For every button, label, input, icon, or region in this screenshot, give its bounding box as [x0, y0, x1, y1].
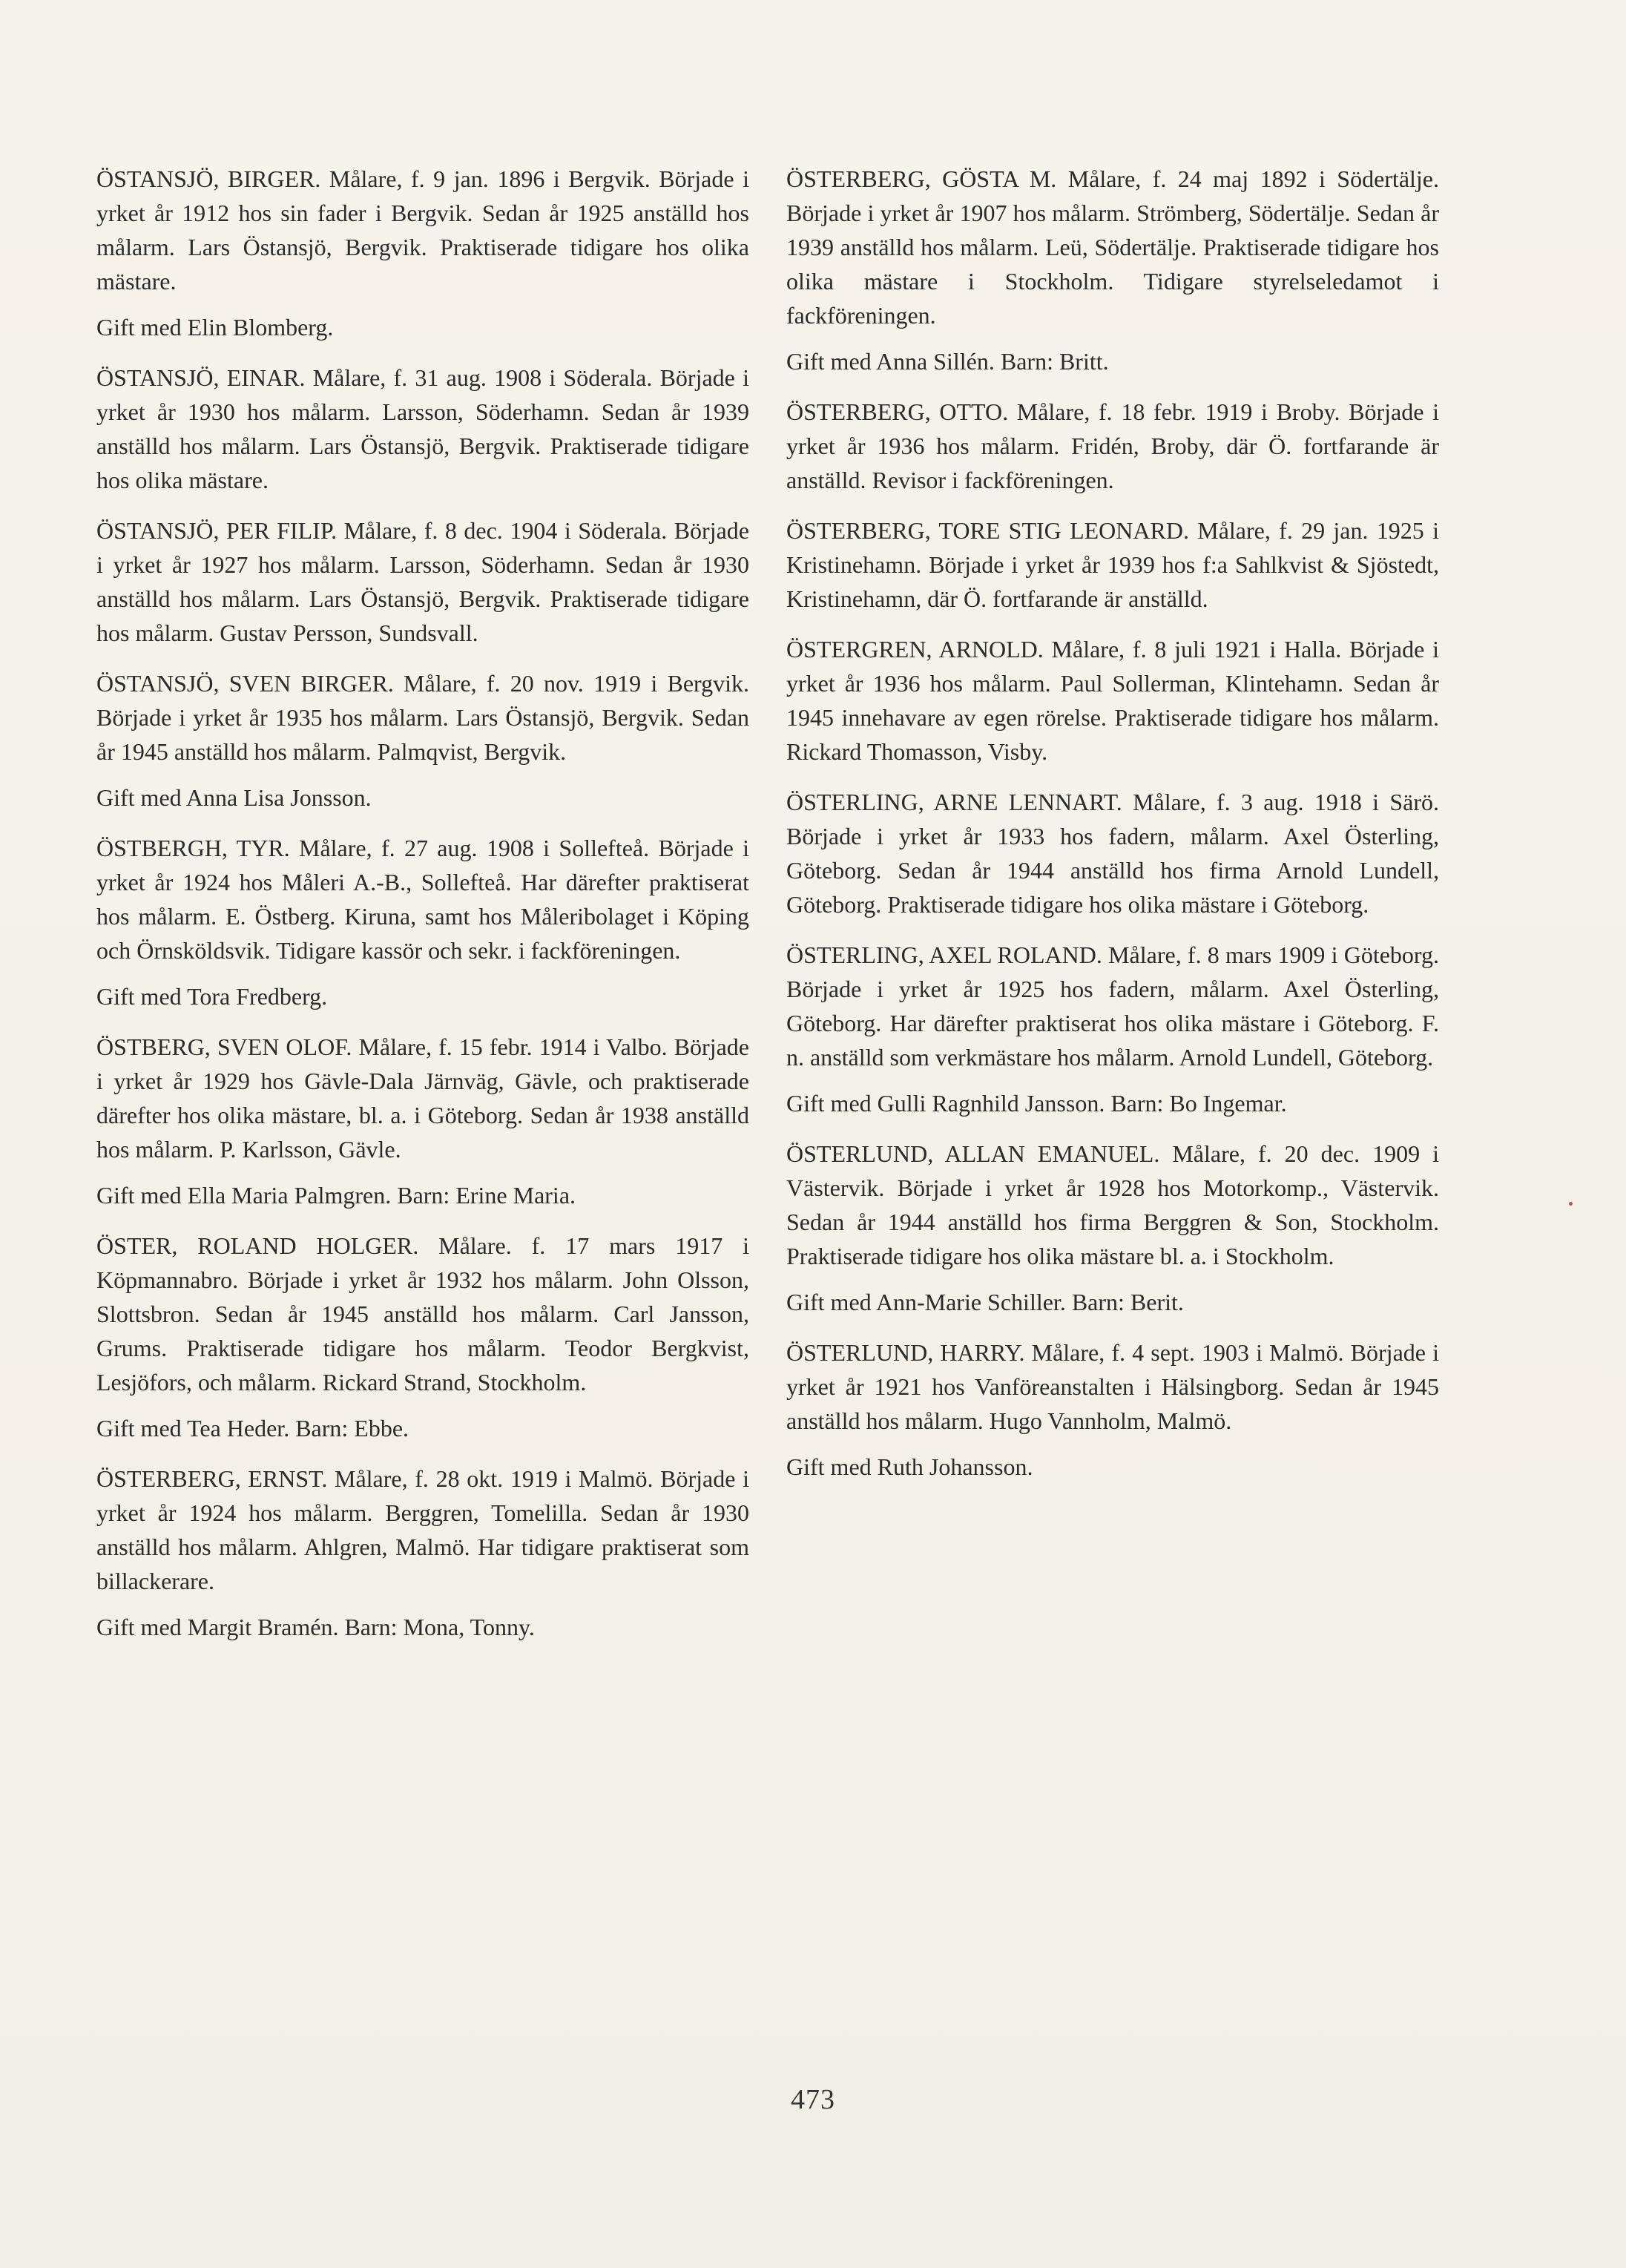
- biography-entry: [786, 938, 1439, 1120]
- entry-text: ÖSTANSJÖ, PER FILIP. Målare, f. 8 dec. 1904 i Söderala. Började i yrket år 1927 hos målarm. Larsson, Söderhamn. Sedan år 1930 anställd hos målarm. Lars Östansjö, Bergvik. Praktiserade tidigare hos målarm. Gustav Persson, Sundsvall.: [96, 517, 749, 646]
- entry-married: Gift med Margit Bramén. Barn: Mona, Tonny.: [96, 1614, 535, 1640]
- entry-text: ÖSTERBERG, ERNST. Målare, f. 28 okt. 1919 i Malmö. Började i yrket år 1924 hos målarm. Berggren, Tomelilla. Sedan år 1930 anställd hos målarm. Ahlgren, Malmö. Har tidigare praktiserat som billackerare.: [96, 1465, 749, 1594]
- entry-text: ÖSTERBERG, GÖSTA M. Målare, f. 24 maj 1892 i Södertälje. Började i yrket år 1907 hos målarm. Strömberg, Södertälje. Sedan år 1939 anställd hos målarm. Leü, Södertälje. Praktiserade tidigare hos olika mästare i Stockholm. Tidigare styrelseledamot i fackföreningen.: [786, 165, 1439, 329]
- entry-married: Gift med Ann-Marie Schiller. Barn: Berit.: [786, 1289, 1184, 1315]
- entry-text: ÖSTBERGH, TYR. Målare, f. 27 aug. 1908 i Sollefteå. Började i yrket år 1924 hos Måleri A.-B., Sollefteå. Har därefter praktiserat hos målarm. E. Östberg. Kiruna, samt hos Måleribolaget i Köping och Örnsköldsvik. Tidigare kassör och sekr. i fackföreningen.: [96, 835, 749, 964]
- entry-text: ÖSTERBERG, TORE STIG LEONARD. Målare, f. 29 jan. 1925 i Kristinehamn. Började i yrket år 1939 hos f:a Sahlkvist & Sjöstedt, Kristinehamn, där Ö. fortfarande är anställd.: [786, 517, 1439, 612]
- right-column: [786, 162, 1439, 1500]
- biography-entry: [96, 831, 749, 1013]
- print-speck: [1569, 1202, 1573, 1206]
- entry-text: ÖSTANSJÖ, SVEN BIRGER. Målare, f. 20 nov. 1919 i Bergvik. Började i yrket år 1935 hos målarm. Lars Östansjö, Bergvik. Sedan år 1945 anställd hos målarm. Palmqvist, Bergvik.: [96, 670, 749, 765]
- entry-married: Gift med Tora Fredberg.: [96, 983, 328, 1010]
- entry-married: Gift med Anna Sillén. Barn: Britt.: [786, 348, 1109, 375]
- entry-text: ÖSTERLING, AXEL ROLAND. Målare, f. 8 mars 1909 i Göteborg. Började i yrket år 1925 hos fadern, målarm. Axel Österling, Göteborg. Har därefter praktiserat hos olika mästare i Göteborg. F. n. anställd som verkmästare hos målarm. Arnold Lundell, Göteborg.: [786, 941, 1439, 1071]
- biography-entry: [786, 1137, 1439, 1319]
- entry-married: Gift med Gulli Ragnhild Jansson. Barn: Bo Ingemar.: [786, 1090, 1287, 1117]
- entry-text: ÖSTERGREN, ARNOLD. Målare, f. 8 juli 1921 i Halla. Började i yrket år 1936 hos målarm. Paul Sollerman, Klintehamn. Sedan år 1945 innehavare av egen rörelse. Praktiserade tidigare hos målarm. Rickard Thomasson, Visby.: [786, 636, 1439, 765]
- entry-married: Gift med Anna Lisa Jonsson.: [96, 784, 372, 811]
- biography-entry: [96, 361, 749, 497]
- entry-married: Gift med Ruth Johansson.: [786, 1453, 1033, 1480]
- entry-text: ÖSTERBERG, OTTO. Målare, f. 18 febr. 1919 i Broby. Började i yrket år 1936 hos målarm. Fridén, Broby, där Ö. fortfarande är anställd. Revisor i fackföreningen.: [786, 398, 1439, 493]
- entry-text: ÖSTERLUND, HARRY. Målare, f. 4 sept. 1903 i Malmö. Började i yrket år 1921 hos Vanföreanstalten i Hälsingborg. Sedan år 1945 anställd hos målarm. Hugo Vannholm, Malmö.: [786, 1339, 1439, 1434]
- biography-entry: [786, 632, 1439, 769]
- entry-text: ÖSTER, ROLAND HOLGER. Målare. f. 17 mars 1917 i Köpmannabro. Började i yrket år 1932 hos målarm. John Olsson, Slottsbron. Sedan år 1945 anställd hos målarm. Carl Jansson, Grums. Praktiserade tidigare hos målarm. Teodor Bergkvist, Lesjöfors, och målarm. Rickard Strand, Stockholm.: [96, 1232, 749, 1396]
- biography-entry: [96, 1030, 749, 1212]
- biography-entry: [786, 785, 1439, 921]
- biography-entry: [96, 1462, 749, 1644]
- entry-text: ÖSTERLING, ARNE LENNART. Målare, f. 3 aug. 1918 i Särö. Började i yrket år 1933 hos fadern, målarm. Axel Österling, Göteborg. Sedan år 1944 anställd hos firma Arnold Lundell, Göteborg. Praktiserade tidigare hos olika mästare i Göteborg.: [786, 789, 1439, 918]
- biography-entry: [786, 1335, 1439, 1484]
- biography-entry: [96, 162, 749, 344]
- entry-married: Gift med Ella Maria Palmgren. Barn: Erine Maria.: [96, 1182, 576, 1209]
- entry-married: Gift med Tea Heder. Barn: Ebbe.: [96, 1415, 409, 1442]
- biography-entry: [786, 395, 1439, 497]
- biography-entry: [786, 513, 1439, 616]
- left-column: [96, 162, 749, 1660]
- page-number: 473: [791, 2084, 835, 2115]
- entry-text: ÖSTERLUND, ALLAN EMANUEL. Målare, f. 20 dec. 1909 i Västervik. Började i yrket år 1928 hos Motorkomp., Västervik. Sedan år 1944 anställd hos firma Berggren & Son, Stockholm. Praktiserade tidigare hos olika mästare bl. a. i Stockholm.: [786, 1140, 1439, 1269]
- entry-text: ÖSTANSJÖ, EINAR. Målare, f. 31 aug. 1908 i Söderala. Började i yrket år 1930 hos målarm. Larsson, Söderhamn. Sedan år 1939 anställd hos målarm. Lars Östansjö, Bergvik. Praktiserade tidigare hos olika mästare.: [96, 364, 749, 493]
- entry-text: ÖSTANSJÖ, BIRGER. Målare, f. 9 jan. 1896 i Bergvik. Började i yrket år 1912 hos sin fader i Bergvik. Sedan år 1925 anställd hos målarm. Lars Östansjö, Bergvik. Praktiserade tidigare hos olika mästare.: [96, 165, 749, 295]
- biography-entry: [786, 162, 1439, 378]
- biography-entry: [96, 513, 749, 650]
- biography-entry: [96, 1229, 749, 1445]
- biography-entry: [96, 666, 749, 815]
- entry-married: Gift med Elin Blomberg.: [96, 314, 334, 341]
- entry-text: ÖSTBERG, SVEN OLOF. Målare, f. 15 febr. 1914 i Valbo. Började i yrket år 1929 hos Gävle-Dala Järnväg, Gävle, och praktiserade därefter hos olika mästare, bl. a. i Göteborg. Sedan år 1938 anställd hos målarm. P. Karlsson, Gävle.: [96, 1033, 749, 1163]
